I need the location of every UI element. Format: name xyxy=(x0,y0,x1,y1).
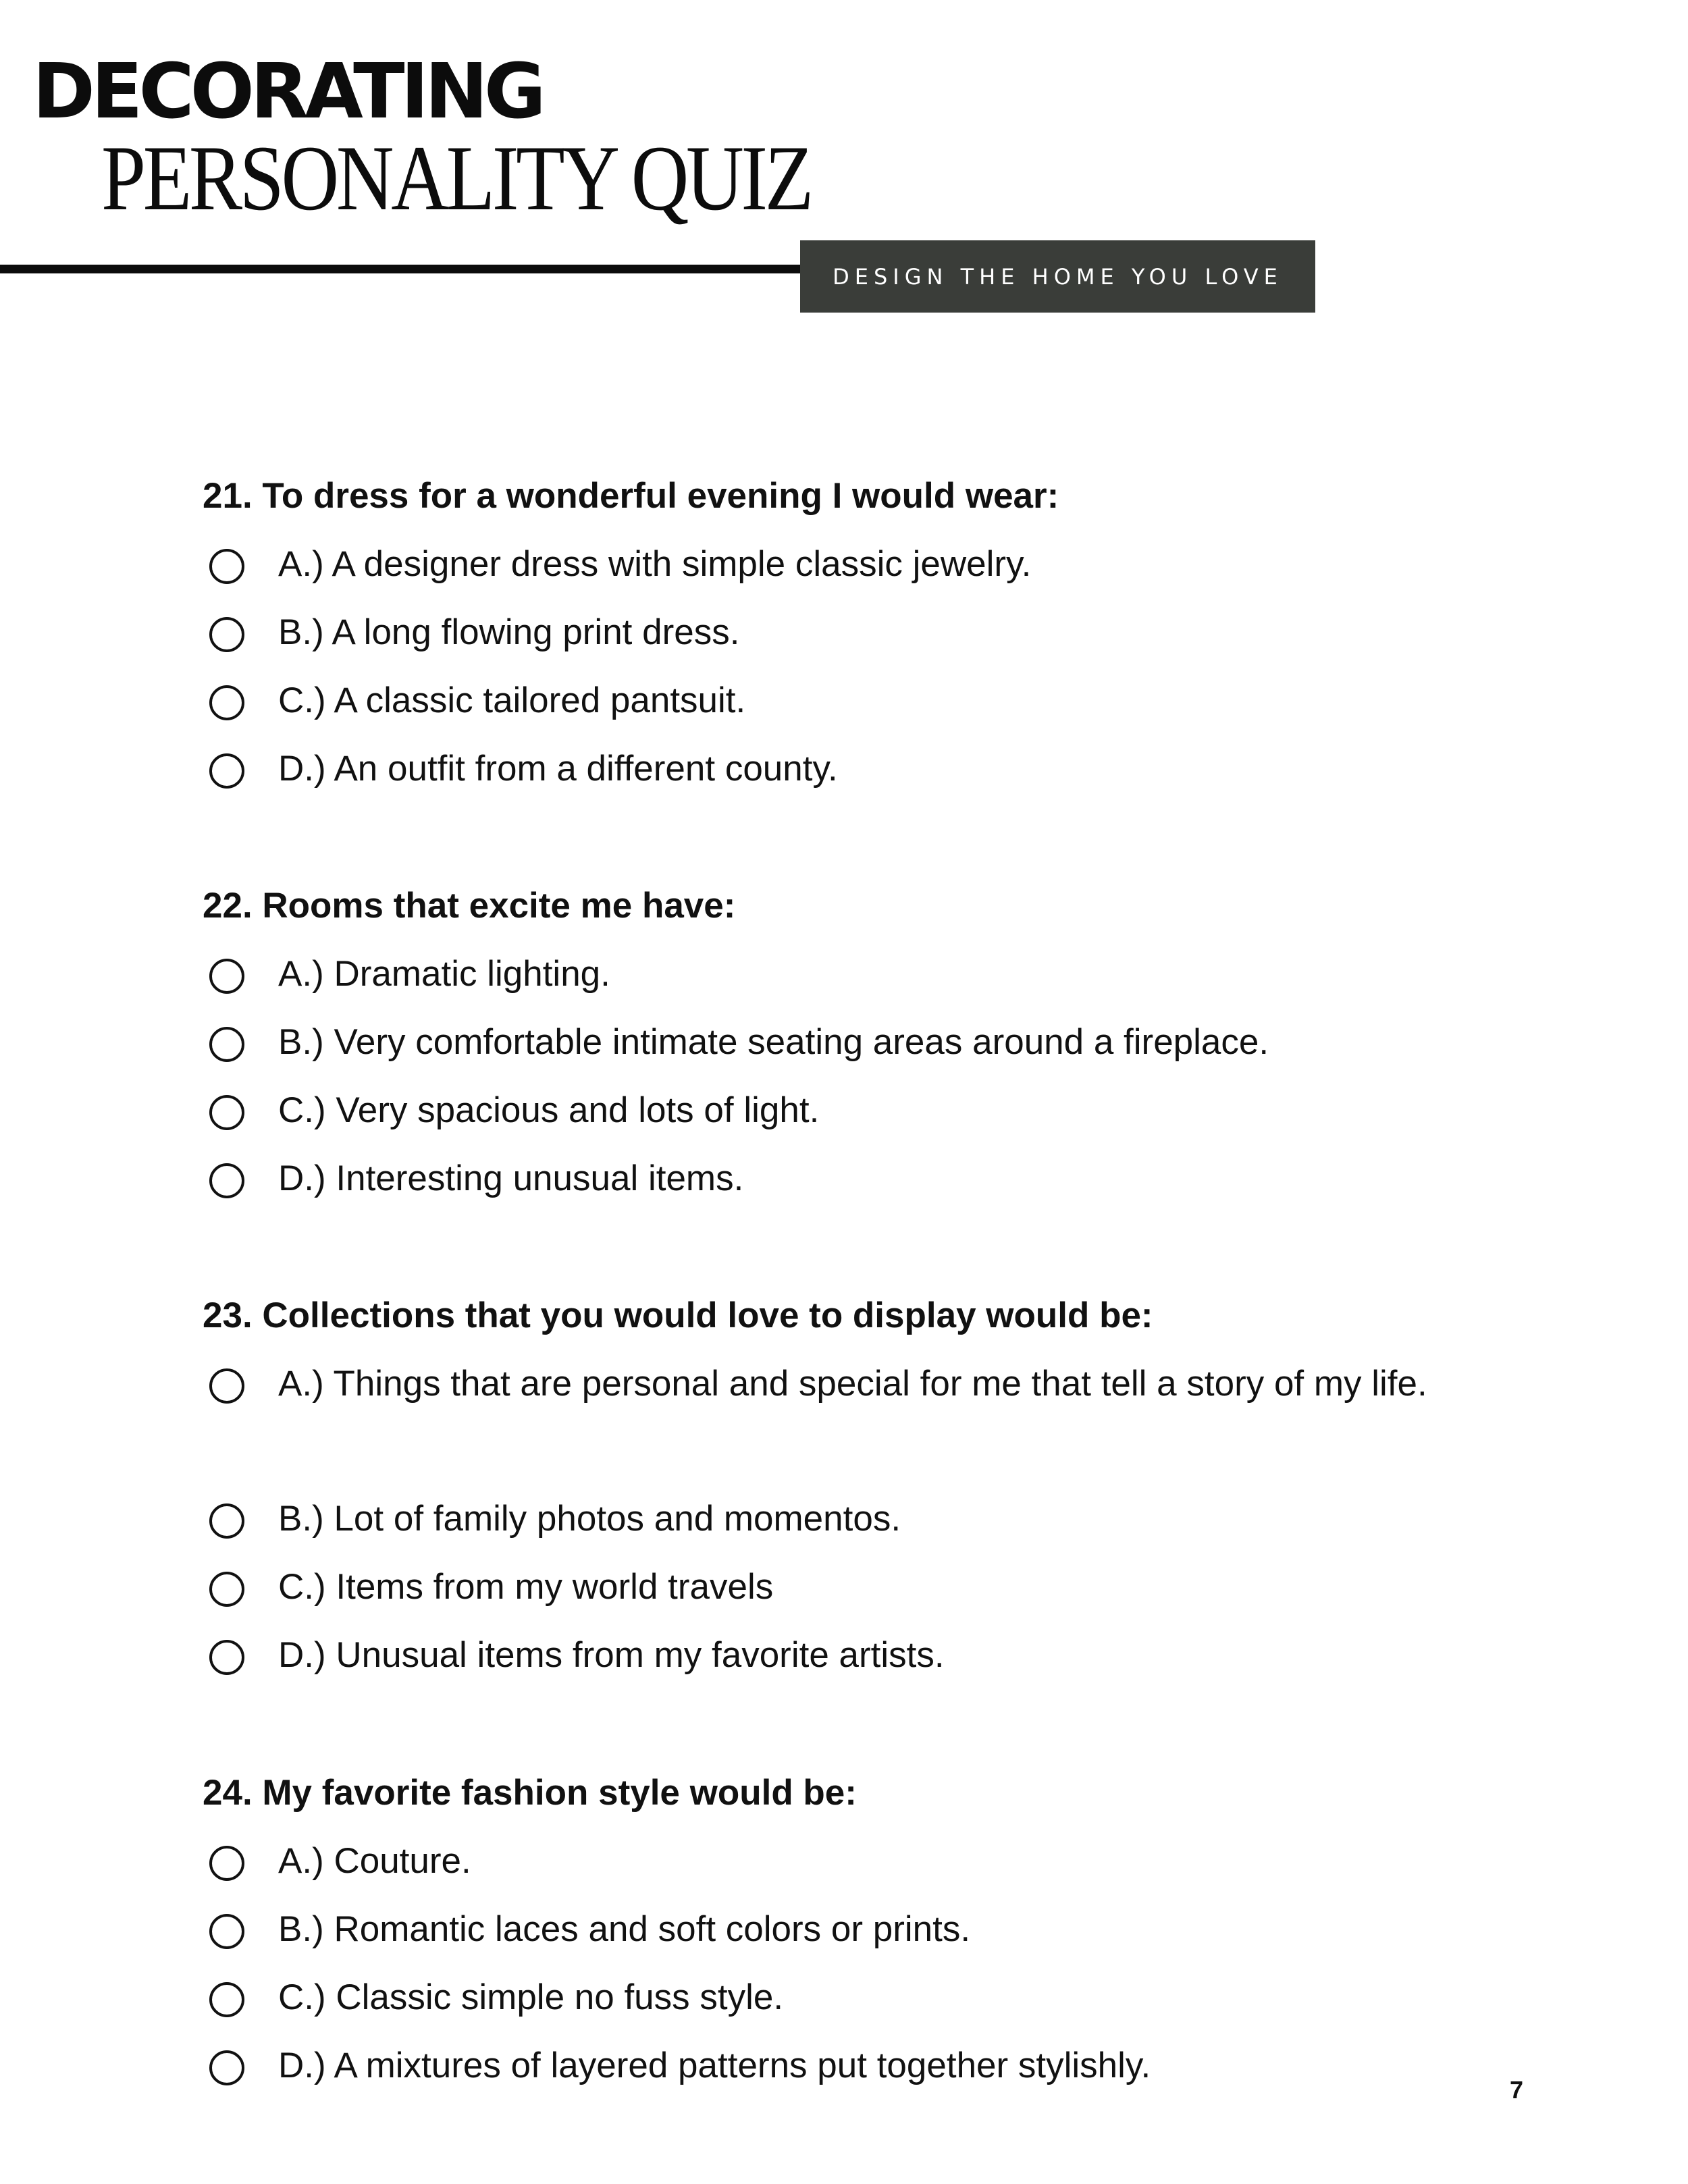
option-24-a[interactable] xyxy=(203,1827,1485,1895)
option-21-b[interactable] xyxy=(203,598,1485,666)
question-24 xyxy=(203,1759,1485,2100)
title-personality-quiz: PERSONALITY QUIZ xyxy=(101,126,811,230)
option-label: B.) A long flowing print dress. xyxy=(278,612,740,652)
option-label: C.) A classic tailored pantsuit. xyxy=(278,681,746,720)
option-23-d[interactable] xyxy=(203,1621,1485,1689)
option-22-b[interactable] xyxy=(203,1008,1485,1076)
option-22-a[interactable] xyxy=(203,940,1485,1008)
radio-button-icon[interactable] xyxy=(209,1095,244,1130)
page-number: 7 xyxy=(1510,2076,1524,2104)
option-label: D.) Unusual items from my favorite artists. xyxy=(278,1635,945,1675)
option-label: D.) An outfit from a different county. xyxy=(278,749,838,789)
option-label: D.) Interesting unusual items. xyxy=(278,1158,744,1198)
radio-button-icon[interactable] xyxy=(209,959,244,994)
radio-button-icon[interactable] xyxy=(209,1982,244,2017)
option-label: B.) Lot of family photos and momentos. xyxy=(278,1499,901,1539)
option-label: B.) Romantic laces and soft colors or prints. xyxy=(278,1909,971,1949)
radio-button-icon[interactable] xyxy=(209,1846,244,1881)
question-21 xyxy=(203,462,1485,803)
radio-button-icon[interactable] xyxy=(209,2050,244,2085)
radio-button-icon[interactable] xyxy=(209,1640,244,1675)
radio-button-icon[interactable] xyxy=(209,685,244,720)
option-label: C.) Very spacious and lots of light. xyxy=(278,1090,820,1130)
radio-button-icon[interactable] xyxy=(209,1368,244,1404)
question-23 xyxy=(203,1282,1485,1689)
tagline-text: DESIGN THE HOME YOU LOVE xyxy=(833,263,1283,290)
question-title: 21. To dress for a wonderful evening I would wear: xyxy=(203,476,1059,516)
option-23-c[interactable] xyxy=(203,1553,1485,1621)
option-21-c[interactable] xyxy=(203,666,1485,735)
radio-button-icon[interactable] xyxy=(209,1503,244,1539)
option-label: A.) Things that are personal and special for me that tell a story of my life. xyxy=(278,1364,1427,1404)
option-23-b[interactable] xyxy=(203,1485,1485,1553)
title-decorating: DECORATING xyxy=(32,48,542,136)
option-label: C.) Items from my world travels xyxy=(278,1567,774,1607)
option-21-d[interactable] xyxy=(203,735,1485,803)
radio-button-icon[interactable] xyxy=(209,1914,244,1949)
option-label: A.) A designer dress with simple classic jewelry. xyxy=(278,544,1032,584)
radio-button-icon[interactable] xyxy=(209,1572,244,1607)
radio-button-icon[interactable] xyxy=(209,617,244,652)
radio-button-icon[interactable] xyxy=(209,549,244,584)
option-22-d[interactable] xyxy=(203,1144,1485,1213)
question-22 xyxy=(203,872,1485,1213)
question-title: 22. Rooms that excite me have: xyxy=(203,886,736,926)
option-label: C.) Classic simple no fuss style. xyxy=(278,1977,784,2017)
header-divider xyxy=(0,265,800,273)
radio-button-icon[interactable] xyxy=(209,1163,244,1198)
option-24-d[interactable] xyxy=(203,2031,1485,2100)
option-22-c[interactable] xyxy=(203,1076,1485,1144)
option-label: A.) Couture. xyxy=(278,1841,471,1881)
option-label: D.) A mixtures of layered patterns put together stylishly. xyxy=(278,2046,1151,2085)
radio-button-icon[interactable] xyxy=(209,753,244,789)
option-label: B.) Very comfortable intimate seating areas around a fireplace. xyxy=(278,1022,1269,1062)
option-23-a[interactable] xyxy=(203,1350,1485,1485)
tagline-banner xyxy=(800,240,1315,313)
question-title: 23. Collections that you would love to display would be: xyxy=(203,1296,1153,1335)
question-title: 24. My favorite fashion style would be: xyxy=(203,1773,857,1813)
option-24-b[interactable] xyxy=(203,1895,1485,1963)
radio-button-icon[interactable] xyxy=(209,1027,244,1062)
option-21-a[interactable] xyxy=(203,530,1485,598)
option-label: A.) Dramatic lighting. xyxy=(278,954,610,994)
option-24-c[interactable] xyxy=(203,1963,1485,2031)
